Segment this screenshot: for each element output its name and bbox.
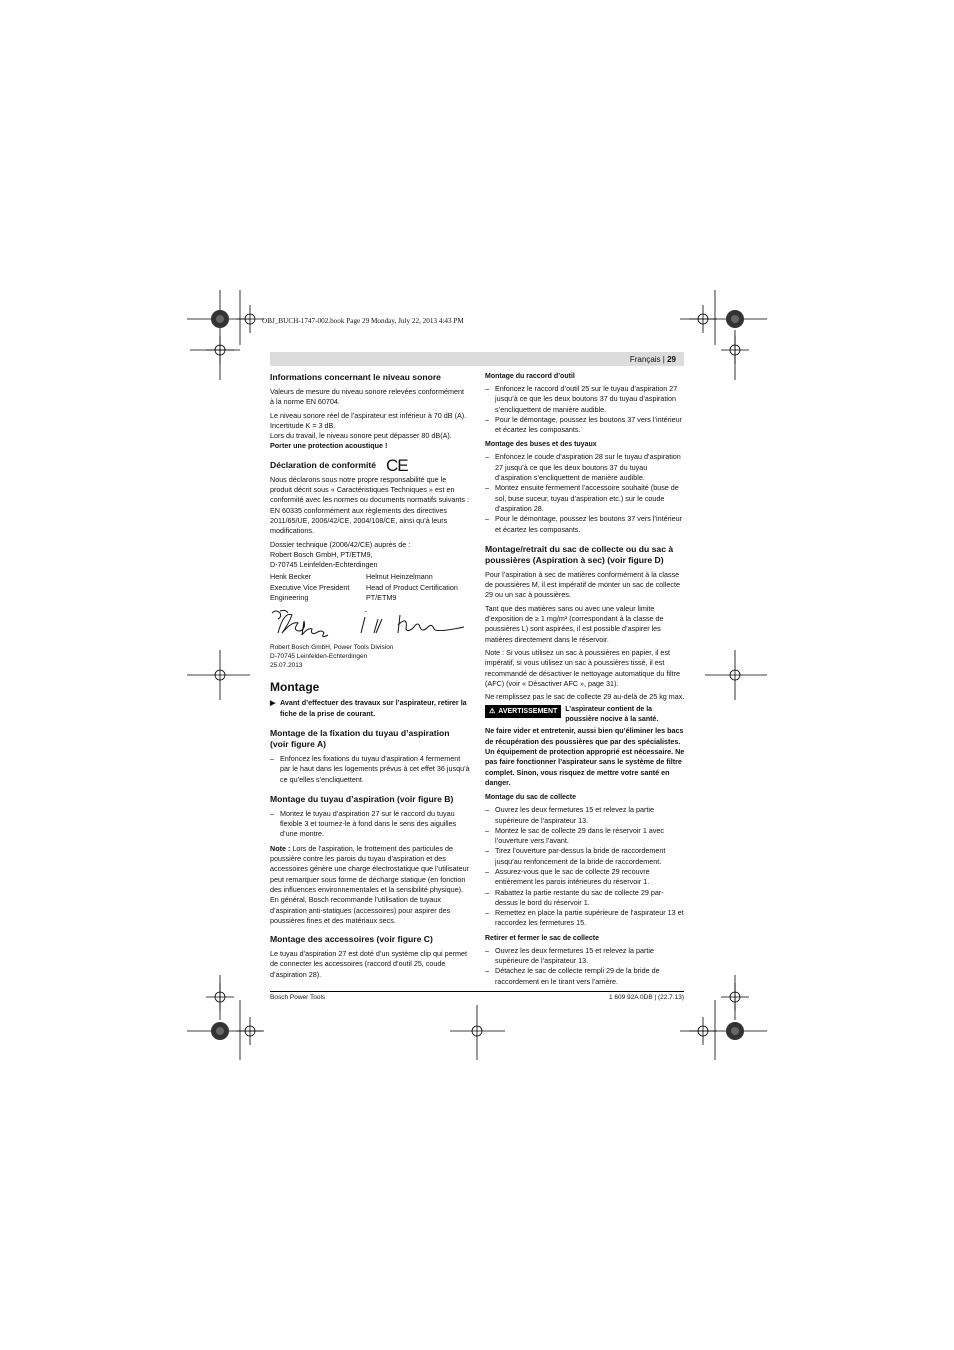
signatories xyxy=(270,572,470,603)
signatory-right-title: Head of Product Certification xyxy=(366,582,458,592)
tech-file-line-1: Dossier technique (2006/42/CE) auprès de : xyxy=(270,539,411,549)
left-column xyxy=(270,372,470,983)
collect-heading: Montage du sac de collecte xyxy=(485,794,577,802)
signatory-right-dept: PT/ETM9 xyxy=(366,593,397,603)
signatory-right-name: Helmut Heinzelmann xyxy=(366,572,433,582)
sac-paragraph-3: Note : Si vous utilisez un sac à poussières en papier, il est impératif, si vous utilisez un sac à poussières tissé, il est recommandé de désactiver le nettoyage automatique du filtre (AFC) (voir « Désactiver AFC », page 31). xyxy=(485,647,680,688)
book-line: OBJ_BUCH-1747-002.book Page 29 Monday, July 22, 2013 4:43 PM xyxy=(262,317,464,325)
collect-item-6: – Remettez en place la partie supérieure de l’aspirateur 13 et raccordez les fermetures 15. xyxy=(485,908,684,928)
accessories-paragraph: Le tuyau d’aspiration 27 est doté d’un système clip qui permet de connecter les accessoires (raccord d’outil 25, coude d’aspiration 28). xyxy=(270,949,467,979)
tube-item: – Montez le tuyau d’aspiration 27 sur le raccord du tuyau flexible 3 et tournez-le à fond dans le sens des aiguilles d’une montre. xyxy=(270,808,457,839)
tube-heading: Montage du tuyau d’aspiration (voir figure B) xyxy=(270,793,454,804)
retirer-heading: Retirer et fermer le sac de collecte xyxy=(485,934,600,942)
collect-item-4: – Assurez-vous que le sac de collecte 29 recouvre entièrement les parois intérieures du réservoir 1. xyxy=(485,866,650,887)
tech-file-line-2: Robert Bosch GmbH, PT/ETM9, xyxy=(270,549,373,559)
footer-rule xyxy=(270,991,684,992)
retirer-item-2: – Détachez le sac de collecte rempli 29 de la bride de raccordement en le tirant vers l’arrière. xyxy=(485,966,660,986)
montage-heading: Montage xyxy=(270,680,320,695)
triangle-bullet-icon: ▶ xyxy=(270,698,276,708)
collect-item-5: – Rabattez la partie restante du sac de collecte 29 par-dessus le bord du réservoir 1. xyxy=(485,887,664,907)
sac-paragraph-1: Pour l’aspiration à sec de matières conformément à la classe de poussières M, il est impératif de monter un sac de collecte 29 ou un sac à poussières. xyxy=(485,569,680,600)
signatory-left-name: Henk Becker xyxy=(270,572,312,582)
warning-text: Ne faire vider et entretenir, aussi bien qu’éliminer les bacs de récupération des poussières que par des spécialistes. Un équipement de protection approprié est nécessaire. Ne pas faire fonctionner l’aspirateur sans le système de filtre complet. Sinon, vous risquez de mettre votre santé en danger. xyxy=(485,726,685,787)
retirer-item-1: – Ouvrez les deux fermetures 15 et relevez la partie supérieure de l’aspirateur 13. xyxy=(485,945,654,966)
raccord-item-1: – Enfoncez le raccord d’outil 25 sur le tuyau d’aspiration 27 jusqu’à ce que les deux boutons 37 du tuyau d’aspiration s’encliquettent de manière audible. xyxy=(485,384,678,414)
header-page-number: 29 xyxy=(667,355,676,364)
bosch-address-1: Robert Bosch GmbH, Power Tools Division xyxy=(270,644,394,652)
raccord-heading: Montage du raccord d’outil xyxy=(485,373,575,380)
footer-right: 1 609 92A 0DB | (22.7.13) xyxy=(608,994,684,1001)
ce-mark: CE xyxy=(386,455,408,475)
note-text: Lors de l’aspiration, le frottement des particules de poussière contre les parois du tuyau d’aspiration et des accessoires génère une charge électrostatique que l’utilisateur peut remarquer sous forme de décharge statique (en fonction des influences environnementales et la sensibilité physique). En général, Bosch recommande l’utilisation de tuyaux d’aspiration anti-statiques (accessoires) pour aspirer des poussières fines et des matériaux secs. xyxy=(270,843,469,925)
signatory-left-dept: Engineering xyxy=(270,593,309,603)
accessories-heading: Montage des accessoires (voir figure C) xyxy=(270,934,433,945)
note-paragraph xyxy=(270,844,470,926)
warning-badge: ⚠ AVERTISSEMENT xyxy=(485,705,561,718)
conformity-title: Déclaration de conformité xyxy=(270,459,377,470)
signatory-left-title: Executive Vice President xyxy=(270,582,350,592)
page-header: Français | 29 xyxy=(629,355,676,364)
conformity-paragraph: Nous déclarons sous notre propre responsabilité que le produit décrit sous « Caractéristiques Techniques » est en conformité avec les normes ou documents normatifs suivants : EN 60335 conformément aux règlements des directives 2011/65/UE, 2006/42/CE, 2004/108/CE, ainsi qu’à leurs modifications. xyxy=(270,474,469,536)
header-language: Français xyxy=(629,355,661,364)
conformity-heading xyxy=(270,455,470,475)
declaration-date: 25.07.2013 xyxy=(270,662,303,670)
fixation-heading: Montage de la fixation du tuyau d’aspiration (voir figure A) xyxy=(270,727,450,749)
collect-item-3: – Tirez l’ouverture par-dessus la bride de raccordement jusqu’au renfoncement de la bride de raccordement. xyxy=(485,846,666,866)
collect-item-2: – Montez le sac de collecte 29 dans le réservoir 1 avec l’ouverture vers l’avant. xyxy=(485,825,664,846)
sac-heading: Montage/retrait du sac de collecte ou du sac à poussières (Aspiration à sec) (voir figure D) xyxy=(485,543,674,565)
buses-item-3: – Pour le démontage, poussez les boutons 37 vers l’intérieur et écartez les composants. xyxy=(485,514,682,534)
sac-paragraph-2: Tant que des matières sans ou avec une valeur limite d’exposition de ≥ 1 mg/m³ (correspondant à la classe de poussières L) sont aspirées, il est possible d’aspirer les matières directement dans le réservoir. xyxy=(485,603,664,644)
collect-item-1: – Ouvrez les deux fermetures 15 et relevez la partie supérieure de l’aspirateur 13. xyxy=(485,805,654,825)
buses-item-2: – Montez ensuite fermement l’accessoire souhaité (buse de sol, buse suceur, tuyau d’aspiration etc.) sur le coude d’aspiration 28. xyxy=(485,483,679,513)
noise-paragraph-4: Porter une protection acoustique ! xyxy=(270,441,388,451)
buses-heading: Montage des buses et des tuyaux xyxy=(485,441,597,449)
noise-paragraph-1: Valeurs de mesure du niveau sonore relevées conformément à la norme EN 60704. xyxy=(270,387,465,407)
fixation-item: – Enfoncez les fixations du tuyau d’aspiration 4 fermement par le haut dans les logements prévus à cet effet 36 jusqu’à ce qu’elles s’encliquettent. xyxy=(270,753,470,784)
warning-headline: L’aspirateur contient de la poussière nocive à la santé. xyxy=(565,706,659,723)
bosch-address-2: D-70745 Leinfelden-Echterdingen xyxy=(270,653,368,661)
montage-warning: ▶ Avant d’effectuer des travaux sur l’aspirateur, retirer la fiche de la prise de courant. xyxy=(270,698,467,718)
warning-block xyxy=(485,705,685,724)
sac-paragraph-4: Ne remplissez pas le sac de collecte 29 au-delà de 25 kg max. xyxy=(485,692,685,702)
footer-left: Bosch Power Tools xyxy=(270,994,326,1001)
note-label: Note : xyxy=(270,843,291,853)
buses-item-1: – Enfoncez le coude d’aspiration 28 sur le tuyau d’aspiration 27 jusqu’à ce que les deux boutons 37 du tuyau d’aspiration s’encliquettent de manière audible. xyxy=(485,452,681,483)
raccord-item-2: – Pour le démontage, poussez les boutons 37 vers l’intérieur et écartez les composants. xyxy=(485,414,682,435)
noise-paragraph-2: Le niveau sonore réel de l’aspirateur est inférieur à 70 dB (A). Incertitude K = 3 dB. xyxy=(270,410,467,430)
noise-paragraph-3: Lors du travail, le niveau sonore peut dépasser 80 dB(A). xyxy=(270,431,452,441)
warning-triangle-icon: ⚠ xyxy=(489,708,496,716)
handwritten-signatures xyxy=(270,607,470,641)
noise-heading: Informations concernant le niveau sonore xyxy=(270,372,441,382)
right-column xyxy=(485,372,685,987)
tech-file-line-3: D-70745 Leinfelden-Echterdingen xyxy=(270,560,378,570)
